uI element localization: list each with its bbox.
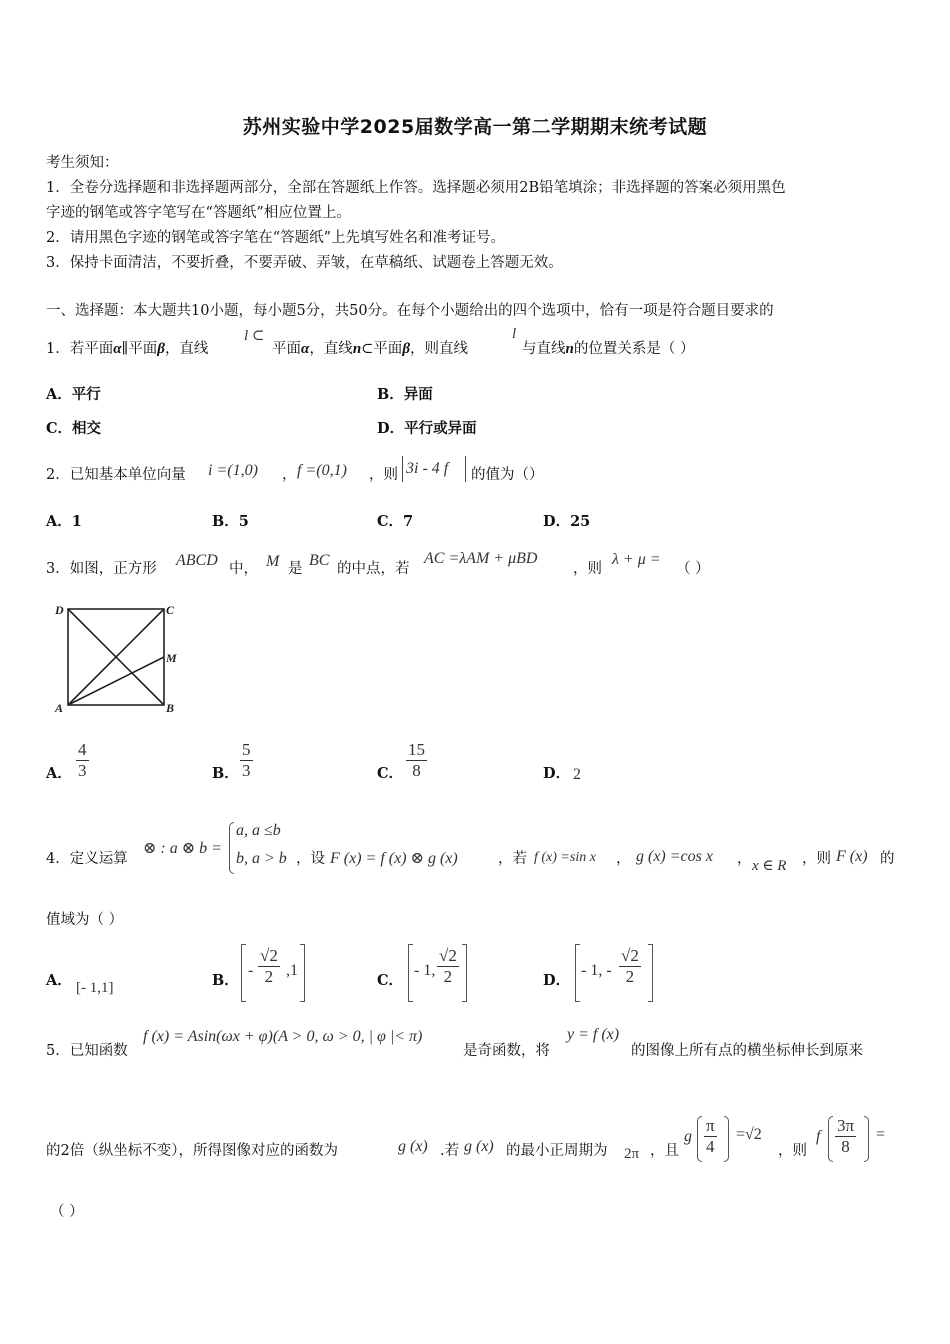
q5-text: ，且: [650, 1143, 679, 1159]
notice-line-2: 2．请用黑色字迹的钢笔或答字笔在“答题纸”上先填写姓名和准考证号。: [46, 230, 506, 246]
q5-g-symbol: g: [684, 1128, 692, 1145]
q3-abcd: ABCD: [176, 552, 218, 569]
q1-text: ，直线: [164, 341, 209, 357]
q5-text: 的图像上所有点的横坐标伸长到原来: [631, 1043, 863, 1059]
question-3: 3．如图，正方形: [46, 561, 157, 577]
q3-option-c[interactable]: C．: [377, 765, 404, 782]
q1-alpha: α: [113, 341, 122, 357]
q4-text: ，则: [802, 851, 831, 867]
q1-text: ∥平面: [121, 341, 158, 357]
question-4: 4．定义运算: [46, 851, 128, 867]
q1-l: l: [512, 326, 517, 342]
question-5: 5．已知函数: [46, 1043, 128, 1059]
denominator: 2: [443, 967, 453, 986]
q2-option-c[interactable]: C．7: [377, 513, 414, 530]
q4-comma: ，: [616, 851, 631, 867]
label-a: A: [55, 701, 64, 715]
q4-option-d[interactable]: D．: [543, 972, 571, 989]
denominator: 4: [706, 1137, 715, 1156]
q2-option-b[interactable]: B．5: [212, 513, 249, 530]
numerator: 5: [242, 740, 251, 759]
q5-answer-blank: （ ）: [50, 1204, 84, 1220]
denominator: 3: [78, 761, 87, 780]
question-2: 2．已知基本单位向量: [46, 467, 186, 483]
q4-option-b[interactable]: B．: [212, 972, 239, 989]
notice-line-3: 3．保持卡面清洁，不要折叠，不要弄破、弄皱，在草稿纸、试题卷上答题无效。: [46, 255, 563, 271]
numerator: √2: [621, 946, 639, 965]
q1-n: n: [565, 341, 574, 357]
q1-text: ，直线: [309, 341, 353, 357]
q3-option-a-fraction: [76, 740, 89, 781]
denominator: 2: [264, 967, 274, 986]
q4-g: g (x) =cos x: [636, 848, 713, 865]
q3-text: ，则: [573, 561, 602, 577]
q4-option-d-lower: - 1, -: [581, 962, 612, 979]
q3-sum: λ + μ =: [612, 551, 661, 568]
question-1-cont: [272, 340, 468, 358]
q4-option-a[interactable]: A．: [46, 972, 72, 989]
label-b: B: [166, 701, 175, 715]
q5-text: 的最小正周期为: [506, 1143, 608, 1159]
numerator: 15: [408, 740, 425, 759]
numerator: √2: [260, 946, 278, 965]
q4-case-1: a, a ≤b: [236, 822, 281, 839]
q4-option-b-sign: -: [248, 962, 254, 979]
q4-option-b-bracket-left: [241, 944, 246, 1002]
q3-option-d-value: 2: [573, 766, 581, 783]
q1-beta: β: [157, 341, 165, 357]
q3-bc: BC: [309, 552, 330, 569]
q1-text: 平面: [272, 341, 301, 357]
q5-f-argument: [835, 1116, 856, 1157]
q2-abs-expression: 3i - 4 f: [406, 460, 449, 477]
label-c: C: [166, 603, 175, 617]
q2-abs-bar-right: [465, 456, 466, 482]
denominator: 3: [242, 761, 251, 780]
q1-option-b[interactable]: B．异面: [377, 386, 433, 403]
q3-m: M: [266, 553, 280, 570]
q4-option-c[interactable]: C．: [377, 972, 404, 989]
label-d: D: [55, 603, 64, 617]
denominator: 8: [841, 1137, 850, 1156]
q5-text-2: 的2倍（纵坐标不变），所得图像对应的函数为: [46, 1143, 338, 1159]
q2-text: ，则: [369, 467, 398, 483]
q3-option-c-fraction: [406, 740, 427, 781]
q1-text: ，则直线: [410, 341, 468, 357]
q4-option-d-bracket-right: [648, 944, 653, 1002]
q5-text: .若: [440, 1143, 460, 1159]
q4-option-c-bracket-right: [462, 944, 467, 1002]
q3-option-b[interactable]: B．: [212, 765, 239, 782]
q4-option-c-fraction: [437, 946, 459, 987]
q4-text: 的: [880, 851, 895, 867]
label-m: M: [166, 651, 177, 665]
notice-line-1b: 字迹的钢笔或答字笔写在“答题纸”相应位置上。: [46, 205, 351, 221]
q4-option-d-bracket-left: [575, 944, 580, 1002]
question-1-end: [522, 340, 694, 358]
denominator: 2: [625, 967, 635, 986]
q1-l-subset: l ⊂: [244, 328, 265, 344]
q5-g-argument: [704, 1116, 717, 1157]
q4-f: f (x) =sin x: [534, 850, 596, 865]
q1-option-c[interactable]: C．相交: [46, 420, 102, 437]
q3-text: 中，: [229, 561, 258, 577]
q4-option-b-bracket-right: [300, 944, 305, 1002]
section-heading: 一、选择题：本大题共10小题，每小题5分，共50分。在每个小题给出的四个选项中，恰有一项是符合题目要求的: [46, 303, 774, 319]
q4-F-definition: F (x) = f (x) ⊗ g (x): [330, 850, 458, 867]
q4-option-b-upper: ,1: [286, 962, 298, 979]
q5-g-paren-left: [697, 1116, 702, 1162]
page-title: 苏州实验中学2025届数学高一第二学期期末统考试题: [242, 116, 708, 138]
q4-brace: [229, 822, 234, 874]
q1-text: ⊂平面: [361, 341, 403, 357]
q3-text: 是: [288, 561, 303, 577]
q4-option-b-fraction: [258, 946, 280, 987]
q4-option-c-bracket-left: [408, 944, 413, 1002]
q5-y-equals-f: y = f (x): [567, 1026, 620, 1043]
q2-option-d[interactable]: D．25: [543, 513, 591, 530]
q4-case-2: b, a > b: [236, 850, 287, 867]
numerator: 4: [78, 740, 87, 759]
q1-option-a[interactable]: A．平行: [46, 386, 101, 403]
q1-text: 的位置关系是（ ）: [573, 341, 695, 357]
q3-text: 的中点，若: [337, 561, 410, 577]
q5-function-definition: f (x) = Asin(ωx + φ)(A > 0, ω > 0, | φ |< π): [143, 1028, 423, 1045]
notice-heading: 考生须知：: [46, 155, 119, 171]
q2-vector-i: i =(1,0): [208, 462, 258, 479]
q1-n: n: [352, 341, 362, 357]
q4-comma: ，: [737, 851, 752, 867]
q5-f-paren-left: [828, 1116, 833, 1162]
q1-beta: β: [402, 341, 410, 357]
q1-text: 与直线: [522, 341, 566, 357]
square-figure: [50, 598, 190, 720]
q4-operator: ⊗ : a ⊗ b =: [143, 840, 222, 857]
q5-g-paren-right: [724, 1116, 729, 1162]
q5-text: ，则: [778, 1143, 807, 1159]
q1-text: 1．若平面: [46, 341, 114, 357]
q4-text: ，若: [498, 851, 527, 867]
q5-g-value: =√2: [736, 1126, 762, 1143]
q5-text: 是奇函数，将: [463, 1043, 550, 1059]
q4-option-d-fraction: [619, 946, 641, 987]
q2-text-end: 的值为（）: [471, 467, 544, 483]
q1-option-d[interactable]: D．平行或异面: [377, 420, 477, 437]
numerator: 3π: [837, 1116, 855, 1135]
q1-alpha: α: [301, 341, 310, 357]
q5-f-paren-right: [864, 1116, 869, 1162]
q5-f-equals: =: [876, 1126, 886, 1143]
q2-abs-bar-left: [402, 456, 403, 482]
q4-option-a-value: [- 1,1]: [76, 980, 114, 996]
question-1: [46, 340, 208, 358]
segment-am: [68, 657, 164, 705]
q2-comma: ，: [282, 467, 297, 483]
q2-vector-j: f =(0,1): [297, 462, 347, 479]
q5-g: g (x): [464, 1138, 494, 1155]
q3-option-d[interactable]: D．: [543, 765, 571, 782]
q4-F: F (x): [836, 848, 868, 865]
notice-line-1a: 1．全卷分选择题和非选择题两部分，全部在答题纸上作答。选择题必须用2B铅笔填涂；非选择题的答案必须用黑色: [46, 180, 786, 196]
q5-f-symbol: f: [816, 1128, 821, 1145]
q5-g: g (x): [398, 1138, 428, 1155]
q2-option-a[interactable]: A．1: [46, 513, 82, 530]
q3-text-end: （ ）: [676, 561, 710, 577]
q4-option-c-lower: - 1,: [414, 962, 436, 979]
q3-equation: AC =λAM + μBD: [424, 550, 538, 567]
numerator: π: [706, 1116, 715, 1135]
q3-option-b-fraction: [240, 740, 253, 781]
q4-domain: x ∈ R: [752, 858, 787, 874]
q3-option-a[interactable]: A．: [46, 765, 72, 782]
denominator: 8: [412, 761, 421, 780]
q4-text: ，设: [296, 851, 325, 867]
q5-period: 2π: [624, 1146, 640, 1162]
numerator: √2: [439, 946, 457, 965]
q4-text-range: 值域为（ ）: [46, 912, 124, 928]
